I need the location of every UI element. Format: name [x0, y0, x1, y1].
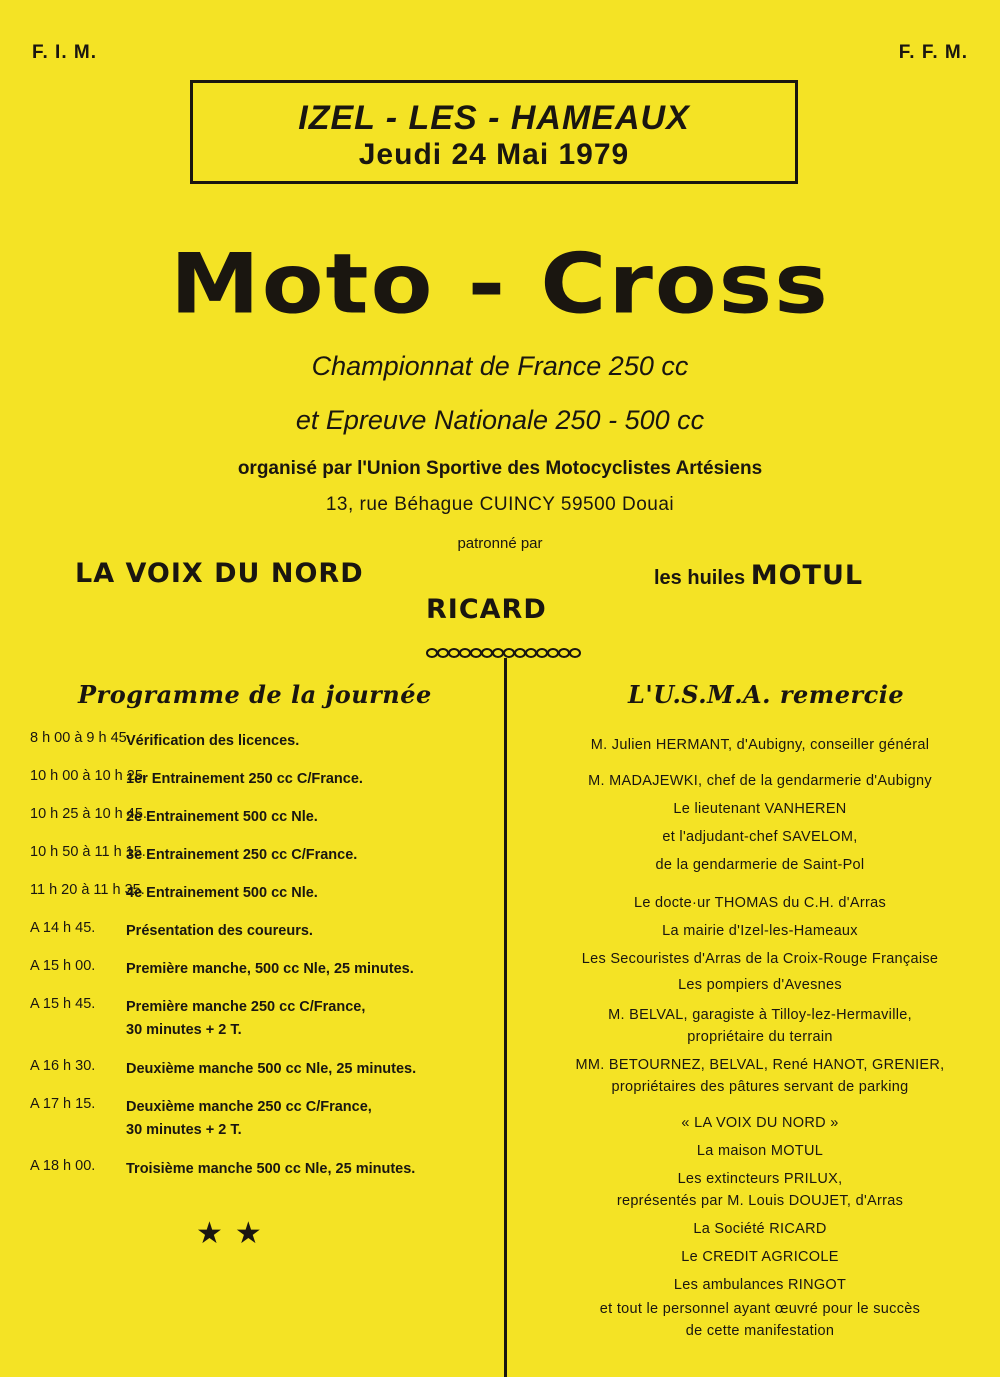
sponsor-motul-prefix: les huiles: [654, 567, 746, 589]
programme-activity-detail: 30 minutes + 2 T.: [126, 1122, 242, 1138]
event-place: IZEL - LES - HAMEAUX: [298, 99, 690, 137]
thanks-line: et tout le personnel ayant œuvré pour le succès: [599, 1301, 921, 1317]
organiser-line: organisé par l'Union Sportive des Motocyclistes Artésiens: [237, 458, 763, 479]
programme-activity: Présentation des coureurs.: [126, 923, 313, 939]
thanks-line: Les Secouristes d'Arras de la Croix-Rouge Française: [581, 951, 939, 967]
programme-activity: Vérification des licences.: [126, 733, 300, 749]
programme-time: 11 h 20 à 11 h 35.: [30, 882, 145, 898]
programme-activity: 2e Entrainement 500 cc Nle.: [126, 809, 318, 825]
programme-activity: Première manche, 500 cc Nle, 25 minutes.: [126, 961, 414, 977]
programme-activity: 1er Entrainement 250 cc C/France.: [126, 771, 363, 787]
thanks-line: M. BELVAL, garagiste à Tilloy-lez-Hermaville,: [608, 1007, 912, 1023]
thanks-line: La mairie d'Izel-les-Hameaux: [662, 923, 858, 939]
decorative-stars: ★★: [196, 1217, 274, 1250]
sponsor-motul: [654, 560, 863, 591]
thanks-line: de la gendarmerie de Saint-Pol: [655, 857, 865, 873]
main-title: Moto - Cross: [170, 236, 830, 333]
programme-time: A 14 h 45.: [30, 920, 96, 936]
programme-activity: 4e Entrainement 500 cc Nle.: [126, 885, 318, 901]
programme-time: 10 h 50 à 11 h 15.: [30, 844, 146, 860]
sponsored-by-label: patronné par: [457, 535, 543, 552]
programme-activity: Deuxième manche 250 cc C/France,: [126, 1099, 372, 1115]
programme-time: A 16 h 30.: [30, 1058, 96, 1074]
subtitle-national-event: et Epreuve Nationale 250 - 500 cc: [295, 405, 705, 435]
programme-time: A 17 h 15.: [30, 1096, 96, 1112]
programme-time: 10 h 25 à 10 h 45.: [30, 806, 147, 822]
thanks-line: Les extincteurs PRILUX,: [677, 1171, 843, 1187]
sponsor-motul-name: MOTUL: [750, 560, 864, 591]
thanks-line: « LA VOIX DU NORD »: [681, 1115, 839, 1131]
programme-time: A 15 h 00.: [30, 958, 96, 974]
fim-label: F. I. M.: [32, 42, 97, 63]
thanks-heading: L'U.S.M.A. remercie: [628, 680, 905, 709]
column-divider: [504, 658, 507, 1377]
programme-activity-detail: 30 minutes + 2 T.: [126, 1022, 242, 1038]
thanks-line: de cette manifestation: [685, 1323, 835, 1339]
sponsor-voix-du-nord: LA VOIX DU NORD: [75, 558, 364, 589]
programme-time: 8 h 00 à 9 h 45.: [30, 730, 131, 746]
thanks-line: Le CREDIT AGRICOLE: [681, 1249, 839, 1265]
programme-activity: Troisième manche 500 cc Nle, 25 minutes.: [126, 1161, 416, 1177]
programme-activity: Première manche 250 cc C/France,: [126, 999, 366, 1015]
ffm-label: F. F. M.: [898, 42, 968, 63]
programme-heading: Programme de la journée: [78, 680, 432, 709]
programme-time: A 15 h 45.: [30, 996, 96, 1012]
thanks-line: et l'adjudant-chef SAVELOM,: [662, 829, 858, 845]
event-header-box: [190, 80, 798, 184]
programme-activity: 3e Entrainement 250 cc C/France.: [126, 847, 358, 863]
event-date: Jeudi 24 Mai 1979: [358, 138, 630, 171]
thanks-line: Le docte·ur THOMAS du C.H. d'Arras: [633, 895, 887, 911]
programme-time: A 18 h 00.: [30, 1158, 96, 1174]
thanks-line: La Société RICARD: [693, 1221, 827, 1237]
programme-time: 10 h 00 à 10 h 25.: [30, 768, 147, 784]
thanks-line: Les ambulances RINGOT: [673, 1277, 847, 1293]
thanks-line: M. Julien HERMANT, d'Aubigny, conseiller général: [590, 737, 930, 753]
thanks-line: M. MADAJEWKI, chef de la gendarmerie d'Aubigny: [588, 773, 932, 789]
organiser-address: 13, rue Béhague CUINCY 59500 Douai: [325, 494, 675, 515]
thanks-line: propriétaires des pâtures servant de parking: [611, 1079, 909, 1095]
thanks-line: représentés par M. Louis DOUJET, d'Arras: [616, 1193, 904, 1209]
thanks-line: propriétaire du terrain: [687, 1029, 833, 1045]
thanks-line: Le lieutenant VANHEREN: [673, 801, 847, 817]
thanks-line: MM. BETOURNEZ, BELVAL, René HANOT, GRENIER,: [575, 1057, 945, 1073]
thanks-line: La maison MOTUL: [696, 1143, 824, 1159]
thanks-line: Les pompiers d'Avesnes: [678, 977, 842, 993]
sponsor-ricard: RICARD: [426, 594, 547, 625]
subtitle-championship: Championnat de France 250 cc: [311, 351, 689, 381]
programme-activity: Deuxième manche 500 cc Nle, 25 minutes.: [126, 1061, 417, 1077]
